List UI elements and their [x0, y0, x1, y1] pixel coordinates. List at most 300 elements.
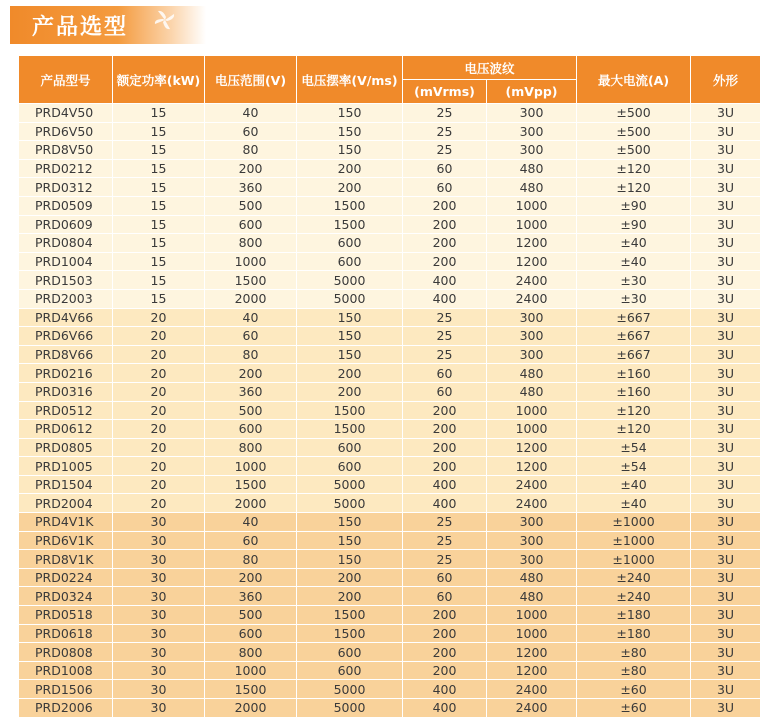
- cell-ripple-rms: 200: [403, 401, 487, 420]
- cell-max-current: ±40: [577, 475, 691, 494]
- cell-form-factor: 3U: [691, 494, 761, 513]
- cell-max-current: ±160: [577, 364, 691, 383]
- cell-slew-rate: 5000: [297, 699, 403, 718]
- cell-model: PRD0805: [19, 438, 113, 457]
- cell-max-current: ±1000: [577, 531, 691, 550]
- cell-ripple-rms: 25: [403, 122, 487, 141]
- cell-power: 30: [113, 531, 205, 550]
- cell-model: PRD6V66: [19, 327, 113, 346]
- cell-ripple-rms: 400: [403, 271, 487, 290]
- table-row: [19, 271, 761, 290]
- cell-form-factor: 3U: [691, 196, 761, 215]
- cell-voltage-range: 1000: [205, 252, 297, 271]
- cell-power: 30: [113, 661, 205, 680]
- cell-ripple-pp: 1200: [487, 252, 577, 271]
- cell-ripple-pp: 300: [487, 327, 577, 346]
- table-row: [19, 159, 761, 178]
- cell-voltage-range: 2000: [205, 289, 297, 308]
- cell-max-current: ±180: [577, 606, 691, 625]
- cell-model: PRD6V1K: [19, 531, 113, 550]
- cell-form-factor: 3U: [691, 661, 761, 680]
- table-row: [19, 196, 761, 215]
- cell-power: 15: [113, 159, 205, 178]
- cell-max-current: ±90: [577, 215, 691, 234]
- cell-ripple-rms: 200: [403, 234, 487, 253]
- cell-max-current: ±30: [577, 289, 691, 308]
- cell-form-factor: 3U: [691, 475, 761, 494]
- cell-ripple-rms: 60: [403, 364, 487, 383]
- cell-voltage-range: 200: [205, 568, 297, 587]
- cell-max-current: ±54: [577, 438, 691, 457]
- cell-model: PRD0224: [19, 568, 113, 587]
- cell-model: PRD0512: [19, 401, 113, 420]
- header-rated-power: 额定功率(kW): [113, 56, 205, 104]
- cell-ripple-pp: 1200: [487, 457, 577, 476]
- cell-ripple-pp: 300: [487, 141, 577, 160]
- cell-voltage-range: 40: [205, 308, 297, 327]
- cell-slew-rate: 200: [297, 382, 403, 401]
- cell-max-current: ±120: [577, 159, 691, 178]
- cell-ripple-rms: 25: [403, 141, 487, 160]
- cell-ripple-pp: 480: [487, 382, 577, 401]
- cell-ripple-pp: 1200: [487, 234, 577, 253]
- cell-model: PRD1005: [19, 457, 113, 476]
- cell-model: PRD0316: [19, 382, 113, 401]
- cell-voltage-range: 200: [205, 159, 297, 178]
- cell-ripple-pp: 1000: [487, 420, 577, 439]
- cell-model: PRD4V50: [19, 104, 113, 123]
- cell-form-factor: 3U: [691, 587, 761, 606]
- cell-max-current: ±40: [577, 494, 691, 513]
- cell-ripple-pp: 480: [487, 159, 577, 178]
- cell-power: 15: [113, 104, 205, 123]
- cell-ripple-rms: 60: [403, 568, 487, 587]
- table-row: [19, 550, 761, 569]
- cell-ripple-pp: 2400: [487, 271, 577, 290]
- cell-ripple-rms: 25: [403, 345, 487, 364]
- cell-power: 20: [113, 401, 205, 420]
- cell-ripple-rms: 400: [403, 475, 487, 494]
- cell-slew-rate: 5000: [297, 494, 403, 513]
- cell-form-factor: 3U: [691, 438, 761, 457]
- cell-voltage-range: 360: [205, 178, 297, 197]
- cell-slew-rate: 5000: [297, 289, 403, 308]
- cell-power: 15: [113, 122, 205, 141]
- cell-ripple-pp: 480: [487, 568, 577, 587]
- cell-ripple-pp: 2400: [487, 494, 577, 513]
- cell-ripple-rms: 25: [403, 550, 487, 569]
- cell-power: 30: [113, 643, 205, 662]
- cell-slew-rate: 150: [297, 141, 403, 160]
- cell-slew-rate: 150: [297, 345, 403, 364]
- cell-ripple-pp: 1000: [487, 606, 577, 625]
- cell-ripple-pp: 480: [487, 178, 577, 197]
- cell-ripple-rms: 400: [403, 699, 487, 718]
- cell-ripple-pp: 300: [487, 513, 577, 532]
- cell-ripple-pp: 1000: [487, 401, 577, 420]
- table-row: [19, 252, 761, 271]
- cell-ripple-pp: 300: [487, 308, 577, 327]
- header-ripple: 电压波纹: [403, 56, 577, 80]
- table-row: [19, 438, 761, 457]
- cell-model: PRD0518: [19, 606, 113, 625]
- cell-slew-rate: 200: [297, 159, 403, 178]
- table-body: [19, 104, 761, 718]
- cell-slew-rate: 1500: [297, 420, 403, 439]
- cell-max-current: ±240: [577, 587, 691, 606]
- cell-power: 30: [113, 699, 205, 718]
- header-slew-rate: 电压摆率(V/ms): [297, 56, 403, 104]
- cell-form-factor: 3U: [691, 364, 761, 383]
- cell-ripple-pp: 1000: [487, 196, 577, 215]
- cell-voltage-range: 60: [205, 531, 297, 550]
- cell-slew-rate: 1500: [297, 215, 403, 234]
- cell-power: 20: [113, 420, 205, 439]
- cell-max-current: ±40: [577, 234, 691, 253]
- cell-ripple-pp: 300: [487, 550, 577, 569]
- cell-voltage-range: 1000: [205, 661, 297, 680]
- cell-voltage-range: 600: [205, 420, 297, 439]
- cell-max-current: ±80: [577, 643, 691, 662]
- table-row: [19, 606, 761, 625]
- cell-form-factor: 3U: [691, 215, 761, 234]
- cell-model: PRD2003: [19, 289, 113, 308]
- cell-model: PRD0216: [19, 364, 113, 383]
- cell-slew-rate: 1500: [297, 196, 403, 215]
- cell-slew-rate: 600: [297, 643, 403, 662]
- cell-slew-rate: 5000: [297, 475, 403, 494]
- cell-voltage-range: 800: [205, 643, 297, 662]
- cell-power: 20: [113, 457, 205, 476]
- cell-model: PRD0509: [19, 196, 113, 215]
- cell-form-factor: 3U: [691, 550, 761, 569]
- table-row: [19, 178, 761, 197]
- cell-slew-rate: 600: [297, 438, 403, 457]
- cell-voltage-range: 600: [205, 624, 297, 643]
- cell-max-current: ±500: [577, 104, 691, 123]
- table-row: [19, 568, 761, 587]
- cell-voltage-range: 800: [205, 438, 297, 457]
- header-ripple-rms: (mVrms): [403, 80, 487, 104]
- cell-slew-rate: 200: [297, 587, 403, 606]
- cell-power: 20: [113, 308, 205, 327]
- cell-max-current: ±54: [577, 457, 691, 476]
- cell-slew-rate: 1500: [297, 401, 403, 420]
- cell-voltage-range: 800: [205, 234, 297, 253]
- cell-slew-rate: 150: [297, 550, 403, 569]
- header-model: 产品型号: [19, 56, 113, 104]
- cell-power: 30: [113, 513, 205, 532]
- cell-max-current: ±500: [577, 122, 691, 141]
- cell-ripple-rms: 400: [403, 289, 487, 308]
- table-row: [19, 587, 761, 606]
- cell-model: PRD0808: [19, 643, 113, 662]
- cell-max-current: ±60: [577, 699, 691, 718]
- cell-voltage-range: 2000: [205, 494, 297, 513]
- cell-form-factor: 3U: [691, 327, 761, 346]
- cell-max-current: ±240: [577, 568, 691, 587]
- cell-ripple-rms: 400: [403, 494, 487, 513]
- cell-form-factor: 3U: [691, 680, 761, 699]
- table-row: [19, 345, 761, 364]
- cell-voltage-range: 1500: [205, 680, 297, 699]
- table-row: [19, 364, 761, 383]
- cell-model: PRD0312: [19, 178, 113, 197]
- cell-ripple-rms: 25: [403, 327, 487, 346]
- cell-power: 15: [113, 252, 205, 271]
- cell-slew-rate: 150: [297, 104, 403, 123]
- cell-model: PRD4V66: [19, 308, 113, 327]
- cell-ripple-rms: 200: [403, 624, 487, 643]
- cell-ripple-pp: 480: [487, 587, 577, 606]
- cell-max-current: ±160: [577, 382, 691, 401]
- cell-max-current: ±180: [577, 624, 691, 643]
- decorative-leaf-icon: [148, 8, 182, 32]
- cell-max-current: ±90: [577, 196, 691, 215]
- cell-slew-rate: 600: [297, 661, 403, 680]
- cell-model: PRD0804: [19, 234, 113, 253]
- table-row: [19, 382, 761, 401]
- cell-model: PRD0212: [19, 159, 113, 178]
- cell-ripple-rms: 200: [403, 457, 487, 476]
- cell-model: PRD1004: [19, 252, 113, 271]
- cell-ripple-rms: 200: [403, 606, 487, 625]
- cell-model: PRD1504: [19, 475, 113, 494]
- cell-ripple-pp: 480: [487, 364, 577, 383]
- cell-ripple-rms: 200: [403, 420, 487, 439]
- cell-form-factor: 3U: [691, 420, 761, 439]
- cell-ripple-rms: 400: [403, 680, 487, 699]
- cell-voltage-range: 80: [205, 550, 297, 569]
- cell-max-current: ±1000: [577, 513, 691, 532]
- cell-form-factor: 3U: [691, 234, 761, 253]
- cell-max-current: ±30: [577, 271, 691, 290]
- cell-max-current: ±667: [577, 327, 691, 346]
- table-row: [19, 141, 761, 160]
- cell-ripple-pp: 300: [487, 122, 577, 141]
- cell-slew-rate: 5000: [297, 680, 403, 699]
- cell-power: 20: [113, 438, 205, 457]
- cell-form-factor: 3U: [691, 382, 761, 401]
- cell-max-current: ±120: [577, 178, 691, 197]
- cell-voltage-range: 600: [205, 215, 297, 234]
- cell-ripple-rms: 25: [403, 104, 487, 123]
- cell-form-factor: 3U: [691, 271, 761, 290]
- cell-voltage-range: 80: [205, 345, 297, 364]
- cell-ripple-rms: 200: [403, 643, 487, 662]
- table-row: [19, 420, 761, 439]
- cell-power: 15: [113, 178, 205, 197]
- cell-ripple-pp: 300: [487, 104, 577, 123]
- cell-slew-rate: 150: [297, 308, 403, 327]
- cell-power: 30: [113, 624, 205, 643]
- cell-model: PRD0618: [19, 624, 113, 643]
- cell-ripple-pp: 2400: [487, 680, 577, 699]
- header-form-factor: 外形: [691, 56, 761, 104]
- cell-max-current: ±1000: [577, 550, 691, 569]
- cell-form-factor: 3U: [691, 606, 761, 625]
- cell-slew-rate: 150: [297, 327, 403, 346]
- cell-power: 20: [113, 475, 205, 494]
- cell-voltage-range: 500: [205, 606, 297, 625]
- product-selection-table: [18, 55, 761, 718]
- cell-slew-rate: 600: [297, 234, 403, 253]
- cell-voltage-range: 40: [205, 104, 297, 123]
- cell-ripple-pp: 2400: [487, 699, 577, 718]
- table-row: [19, 643, 761, 662]
- table-row: [19, 513, 761, 532]
- cell-slew-rate: 600: [297, 252, 403, 271]
- cell-power: 15: [113, 141, 205, 160]
- cell-form-factor: 3U: [691, 178, 761, 197]
- cell-voltage-range: 2000: [205, 699, 297, 718]
- cell-voltage-range: 500: [205, 401, 297, 420]
- cell-power: 15: [113, 215, 205, 234]
- cell-power: 30: [113, 550, 205, 569]
- cell-form-factor: 3U: [691, 531, 761, 550]
- table-header-row: [19, 56, 761, 80]
- cell-model: PRD8V66: [19, 345, 113, 364]
- cell-power: 15: [113, 196, 205, 215]
- cell-form-factor: 3U: [691, 345, 761, 364]
- cell-model: PRD2004: [19, 494, 113, 513]
- cell-voltage-range: 360: [205, 382, 297, 401]
- cell-form-factor: 3U: [691, 699, 761, 718]
- cell-ripple-rms: 60: [403, 382, 487, 401]
- table-row: [19, 457, 761, 476]
- table-row: [19, 289, 761, 308]
- cell-power: 20: [113, 382, 205, 401]
- cell-model: PRD8V50: [19, 141, 113, 160]
- table-row: [19, 475, 761, 494]
- cell-model: PRD0324: [19, 587, 113, 606]
- table-row: [19, 401, 761, 420]
- cell-slew-rate: 200: [297, 568, 403, 587]
- table-row: [19, 327, 761, 346]
- table-row: [19, 308, 761, 327]
- cell-form-factor: 3U: [691, 624, 761, 643]
- cell-max-current: ±667: [577, 308, 691, 327]
- cell-model: PRD8V1K: [19, 550, 113, 569]
- table-row: [19, 531, 761, 550]
- cell-slew-rate: 150: [297, 513, 403, 532]
- header-voltage-range: 电压范围(V): [205, 56, 297, 104]
- cell-form-factor: 3U: [691, 252, 761, 271]
- cell-power: 20: [113, 327, 205, 346]
- cell-power: 15: [113, 289, 205, 308]
- cell-slew-rate: 600: [297, 457, 403, 476]
- cell-power: 30: [113, 606, 205, 625]
- cell-ripple-rms: 25: [403, 308, 487, 327]
- cell-ripple-pp: 300: [487, 345, 577, 364]
- cell-ripple-pp: 1200: [487, 438, 577, 457]
- cell-model: PRD0612: [19, 420, 113, 439]
- cell-voltage-range: 60: [205, 122, 297, 141]
- cell-max-current: ±40: [577, 252, 691, 271]
- cell-voltage-range: 60: [205, 327, 297, 346]
- cell-form-factor: 3U: [691, 568, 761, 587]
- cell-ripple-rms: 60: [403, 159, 487, 178]
- cell-form-factor: 3U: [691, 141, 761, 160]
- cell-ripple-rms: 25: [403, 513, 487, 532]
- cell-form-factor: 3U: [691, 643, 761, 662]
- cell-ripple-pp: 1000: [487, 624, 577, 643]
- cell-ripple-rms: 200: [403, 196, 487, 215]
- cell-voltage-range: 360: [205, 587, 297, 606]
- cell-slew-rate: 5000: [297, 271, 403, 290]
- table-row: [19, 624, 761, 643]
- cell-voltage-range: 200: [205, 364, 297, 383]
- cell-model: PRD1506: [19, 680, 113, 699]
- cell-voltage-range: 1500: [205, 271, 297, 290]
- cell-form-factor: 3U: [691, 401, 761, 420]
- cell-slew-rate: 200: [297, 364, 403, 383]
- cell-ripple-pp: 300: [487, 531, 577, 550]
- cell-power: 20: [113, 494, 205, 513]
- table-row: [19, 494, 761, 513]
- cell-form-factor: 3U: [691, 457, 761, 476]
- cell-ripple-rms: 200: [403, 661, 487, 680]
- cell-ripple-rms: 60: [403, 587, 487, 606]
- cell-max-current: ±60: [577, 680, 691, 699]
- cell-voltage-range: 1000: [205, 457, 297, 476]
- cell-ripple-pp: 1000: [487, 215, 577, 234]
- cell-slew-rate: 150: [297, 531, 403, 550]
- cell-ripple-rms: 25: [403, 531, 487, 550]
- cell-ripple-pp: 1200: [487, 661, 577, 680]
- cell-slew-rate: 150: [297, 122, 403, 141]
- cell-voltage-range: 40: [205, 513, 297, 532]
- cell-slew-rate: 1500: [297, 606, 403, 625]
- table-row: [19, 104, 761, 123]
- cell-slew-rate: 200: [297, 178, 403, 197]
- cell-power: 15: [113, 234, 205, 253]
- cell-voltage-range: 1500: [205, 475, 297, 494]
- cell-ripple-rms: 200: [403, 438, 487, 457]
- cell-power: 30: [113, 587, 205, 606]
- table-row: [19, 699, 761, 718]
- table-row: [19, 661, 761, 680]
- cell-ripple-rms: 200: [403, 252, 487, 271]
- cell-voltage-range: 500: [205, 196, 297, 215]
- table-row: [19, 680, 761, 699]
- cell-model: PRD6V50: [19, 122, 113, 141]
- cell-form-factor: 3U: [691, 104, 761, 123]
- cell-model: PRD0609: [19, 215, 113, 234]
- cell-power: 15: [113, 271, 205, 290]
- header-ripple-pp: (mVpp): [487, 80, 577, 104]
- cell-model: PRD4V1K: [19, 513, 113, 532]
- cell-form-factor: 3U: [691, 308, 761, 327]
- cell-form-factor: 3U: [691, 289, 761, 308]
- cell-max-current: ±667: [577, 345, 691, 364]
- cell-model: PRD1008: [19, 661, 113, 680]
- cell-power: 30: [113, 680, 205, 699]
- cell-ripple-pp: 1200: [487, 643, 577, 662]
- cell-ripple-rms: 60: [403, 178, 487, 197]
- cell-power: 20: [113, 345, 205, 364]
- header-max-current: 最大电流(A): [577, 56, 691, 104]
- table-row: [19, 234, 761, 253]
- page-title: 产品选型: [32, 14, 129, 40]
- cell-model: PRD2006: [19, 699, 113, 718]
- cell-slew-rate: 1500: [297, 624, 403, 643]
- cell-ripple-pp: 2400: [487, 475, 577, 494]
- cell-max-current: ±120: [577, 401, 691, 420]
- cell-form-factor: 3U: [691, 159, 761, 178]
- cell-form-factor: 3U: [691, 122, 761, 141]
- cell-max-current: ±500: [577, 141, 691, 160]
